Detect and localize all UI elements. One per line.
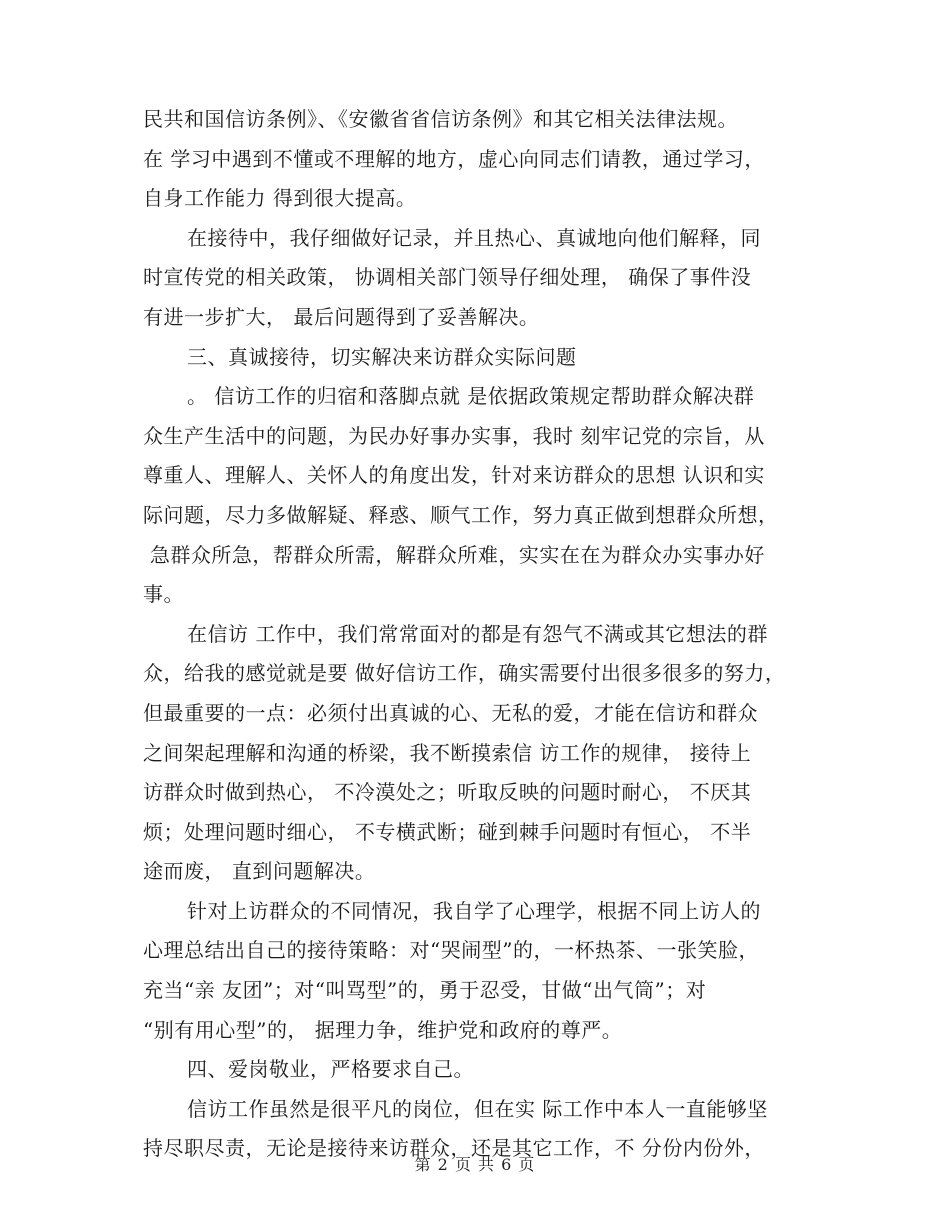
text-line: 自身工作能力 得到很大提高。 — [143, 186, 417, 211]
text-line: 但最重要的一点：必须付出真诚的心、无私的爱，才能在信访和群众 — [143, 700, 758, 725]
paragraph-start-line: 针对上访群众的不同情况，我自学了心理学，根据不同上访人的 — [187, 898, 761, 923]
text-line: 持尽职尽责，无论是接待来访群众，还是其它工作，不 分份内份外， — [143, 1136, 765, 1161]
text-line: 众生产生活中的问题，为民办好事办实事，我时 刻牢记党的宗旨，从 — [143, 423, 765, 448]
section-heading: 四、爱岗敬业，严格要求自己。 — [187, 1057, 474, 1082]
text-line: “别有用心型”的， 据理力争，维护党和政府的尊严。 — [143, 1017, 623, 1042]
text-line: 途而废， 直到问题解决。 — [143, 859, 376, 884]
document-body — [143, 100, 823, 1169]
paragraph-start-line: 。 信访工作的归宿和落脚点就 是依据政策规定帮助群众解决群 — [187, 384, 755, 409]
text-line: 时宣传党的相关政策， 协调相关部门领导仔细处理， 确保了事件没 — [143, 265, 752, 290]
section-heading: 三、真诚接待，切实解决来访群众实际问题 — [187, 344, 577, 369]
text-line: 访群众时做到热心， 不冷漠处之；听取反映的问题时耐心， 不厌其 — [143, 780, 752, 805]
paragraph-start-line: 信访工作虽然是很平凡的岗位，但在实 际工作中本人一直能够坚 — [187, 1096, 768, 1121]
page-number-footer: 第 2 页 共 6 页 — [414, 1155, 536, 1174]
text-line: 民共和国信访条例》、《安徽省省信访条例》和其它相关法律法规。 — [143, 107, 738, 131]
paragraph-start-line: 在信访 工作中，我们常常面对的都是有怨气不满或其它想法的群 — [187, 621, 768, 646]
text-line: 充当“亲 友团”；对“叫骂型”的，勇于忍受，甘做“出气筒”；对 — [143, 978, 707, 1003]
text-line: 众，给我的感觉就是要 做好信访工作，确实需要付出很多很多的努力， — [143, 661, 786, 686]
text-line: 之间架起理解和沟通的桥梁，我不断摸索信 访工作的规律， 接待上 — [143, 740, 752, 765]
text-line: 急群众所急，帮群众所需，解群众所难，实实在在为群众办实事办好 — [143, 542, 765, 567]
text-line: 事。 — [143, 582, 184, 607]
paragraph-start-line: 在接待中，我仔细做好记录，并且热心、真诚地向他们解释，同 — [187, 225, 761, 250]
text-line: 尊重人、理解人、关怀人的角度出发，针对来访群众的思想 认识和实 — [143, 463, 765, 488]
text-line: 际问题，尽力多做解疑、释惑、顺气工作，努力真正做到想群众所想， — [143, 502, 779, 527]
text-line: 在 学习中遇到不懂或不理解的地方，虚心向同志们请教，通过学习， — [143, 146, 765, 171]
text-line: 有进一步扩大， 最后问题得到了妥善解决。 — [143, 304, 540, 329]
text-line: 烦；处理问题时细心， 不专横武断；碰到棘手问题时有恒心， 不半 — [143, 819, 752, 844]
text-line: 心理总结出自己的接待策略：对“哭闹型”的，一杯热茶、一张笑脸， — [143, 938, 759, 963]
